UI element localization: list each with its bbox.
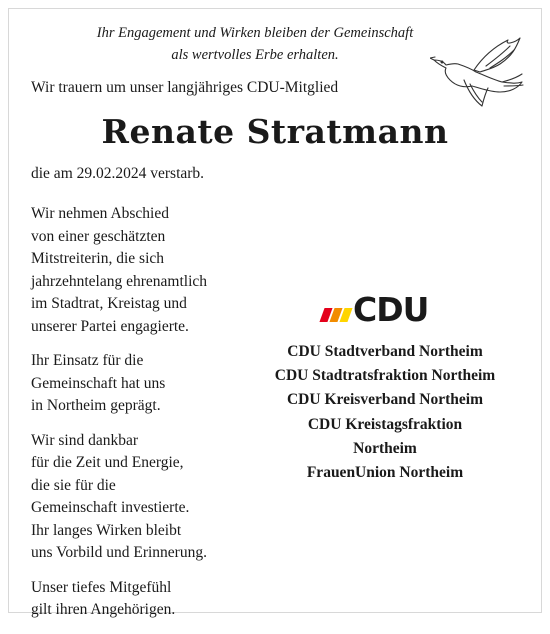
text-line: die sie für die bbox=[31, 476, 116, 494]
dove-icon bbox=[430, 30, 525, 108]
text-line: von einer geschätzten bbox=[31, 227, 166, 245]
death-date-text: die am 29.02.2024 verstarb. bbox=[31, 165, 205, 182]
paragraph-2 bbox=[31, 350, 261, 418]
organization-name: FrauenUnion Northeim bbox=[306, 464, 464, 482]
text-line: gilt ihren Angehörigen. bbox=[31, 601, 176, 618]
organizations bbox=[240, 340, 530, 485]
text-line: in Northeim geprägt. bbox=[31, 397, 161, 414]
text-line: uns Vorbild und Erinnerung. bbox=[31, 544, 207, 561]
deceased-name: Renate Stratmann bbox=[101, 112, 449, 151]
organization-name: CDU Stadtverband Northeim bbox=[287, 343, 483, 360]
text-line: für die Zeit und Energie, bbox=[31, 454, 184, 471]
condolence-text bbox=[31, 203, 261, 634]
text-line: Gemeinschaft hat uns bbox=[31, 374, 166, 392]
text-line: jahrzehntelang ehrenamtlich bbox=[31, 272, 208, 290]
organization-name: CDU Stadtratsfraktion Northeim bbox=[274, 367, 496, 385]
paragraph-4 bbox=[31, 577, 261, 622]
paragraph-3 bbox=[31, 430, 261, 565]
organization-name: CDU Kreistagsfraktion bbox=[307, 415, 463, 433]
text-line: Ihr langes Wirken bleibt bbox=[31, 521, 182, 539]
cdu-logo bbox=[320, 290, 445, 329]
text-line: Wir sind dankbar bbox=[31, 431, 138, 449]
cdu-logo-text: CDU bbox=[353, 290, 429, 329]
organization-name: Northeim bbox=[353, 439, 417, 457]
text-line: Wir nehmen Abschied bbox=[31, 205, 169, 222]
paragraph-1 bbox=[31, 203, 261, 338]
text-line: unserer Partei engagierte. bbox=[31, 317, 189, 335]
text-line: Gemeinschaft investierte. bbox=[31, 499, 190, 516]
motto-line-2: als wertvolles Erbe erhalten. bbox=[171, 47, 339, 63]
motto bbox=[60, 22, 450, 66]
motto-line-1: Ihr Engagement und Wirken bleiben der Gemeinschaft bbox=[96, 25, 414, 41]
text-line: Ihr Einsatz für die bbox=[31, 352, 144, 369]
text-line: Unser tiefes Mitgefühl bbox=[31, 578, 172, 596]
text-line: Mitstreiterin, die sich bbox=[31, 250, 165, 267]
organization-name: CDU Kreisverband Northeim bbox=[286, 391, 484, 409]
text-line: im Stadtrat, Kreistag und bbox=[31, 295, 187, 312]
intro-text: Wir trauern um unser langjähriges CDU-Mitglied bbox=[31, 79, 339, 96]
